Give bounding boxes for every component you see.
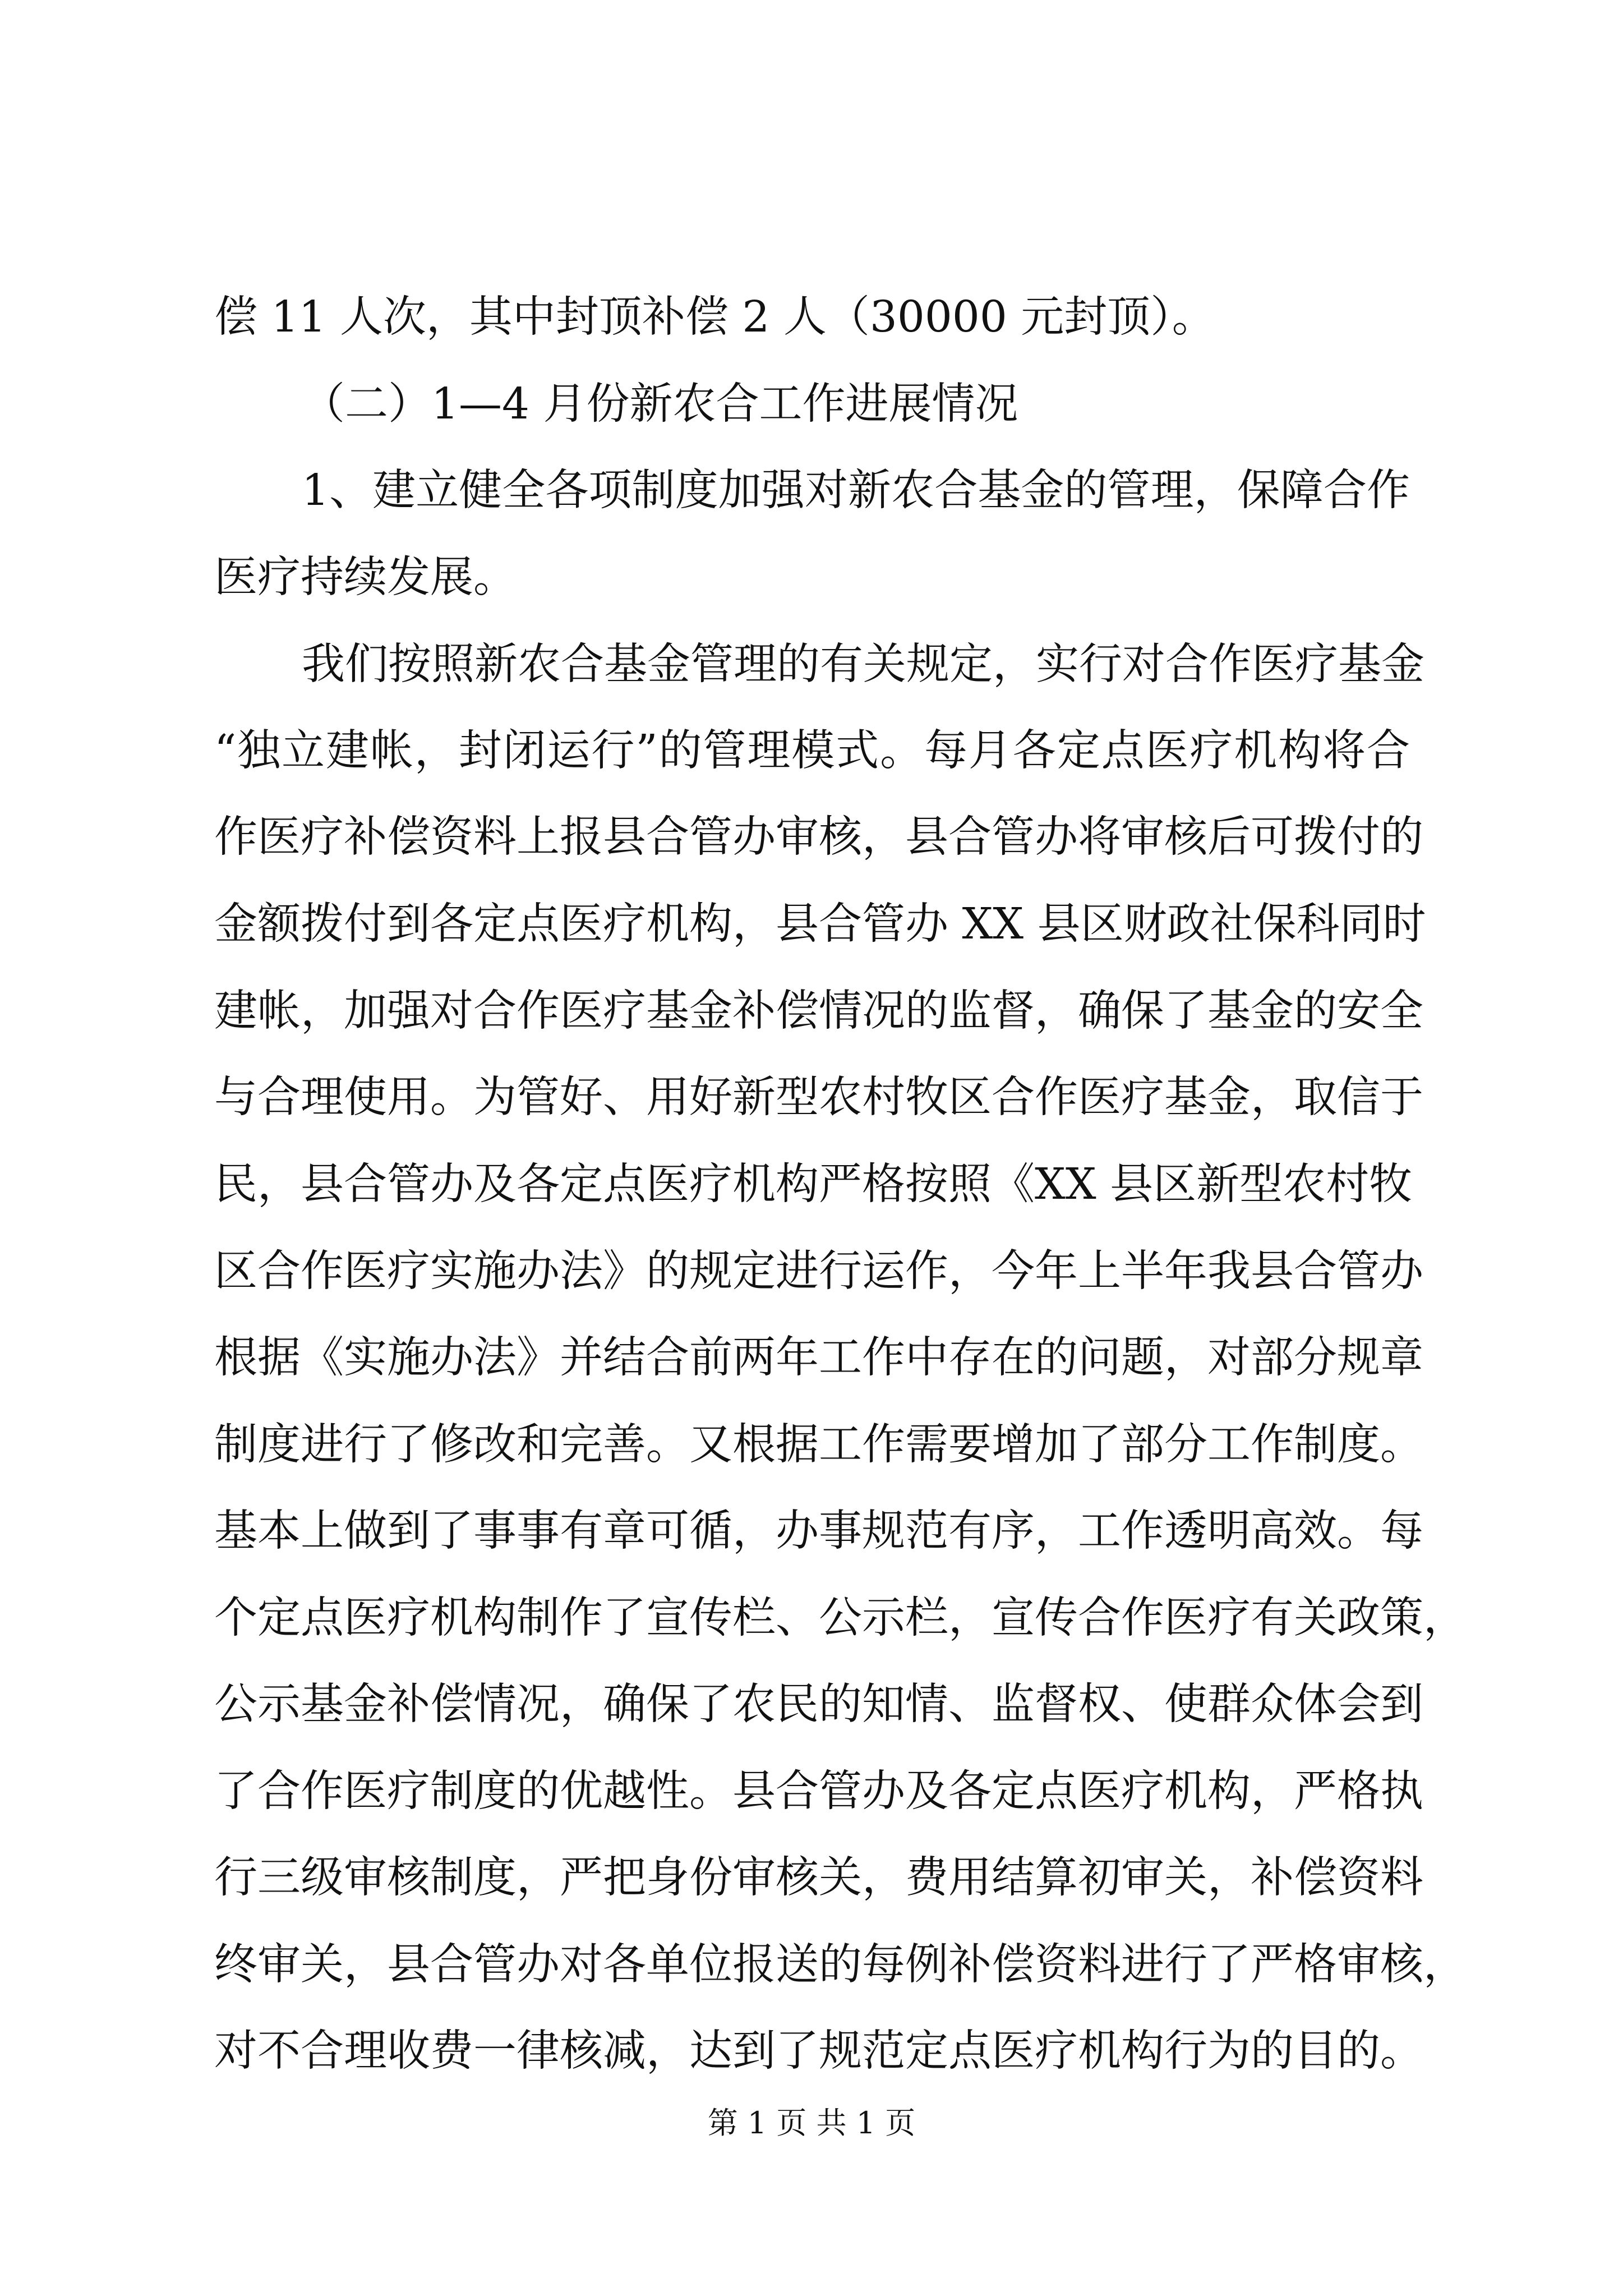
paragraph-line: 个定点医疗机构制作了宣传栏、公示栏，宣传合作医疗有关政策，	[214, 1593, 1467, 1643]
paragraph-line: 公示基金补偿情况，确保了农民的知情、监督权、使群众体会到	[214, 1680, 1423, 1729]
sub-heading: 1、建立健全各项制度加强对新农合基金的管理，保障合作	[302, 466, 1410, 516]
paragraph-line: 对不合理收费一律核减，达到了规范定点医疗机构行为的目的。	[214, 2026, 1423, 2076]
paragraph-line: 金额拨付到各定点医疗机构，县合管办 XX 县区财政社保科同时	[214, 899, 1426, 949]
paragraph-line: 了合作医疗制度的优越性。县合管办及各定点医疗机构，严格执	[214, 1766, 1423, 1816]
sub-heading-continuation: 医疗持续发展。	[214, 553, 517, 602]
paragraph-line: 我们按照新农合基金管理的有关规定，实行对合作医疗基金	[302, 639, 1424, 689]
paragraph-line: 与合理使用。为管好、用好新型农村牧区合作医疗基金，取信于	[214, 1073, 1423, 1122]
paragraph-line: 建帐，加强对合作医疗基金补偿情况的监督，确保了基金的安全	[214, 986, 1423, 1036]
text-line: 偿 11 人次，其中封顶补偿 2 人（30000 元封顶）。	[214, 292, 1215, 342]
section-heading: （二）1—4 月份新农合工作进展情况	[302, 379, 1018, 429]
paragraph-line: 基本上做到了事事有章可循，办事规范有序，工作透明高效。每	[214, 1506, 1423, 1556]
paragraph-line: 终审关，县合管办对各单位报送的每例补偿资料进行了严格审核，	[214, 1940, 1467, 1990]
paragraph-line: 根据《实施办法》并结合前两年工作中存在的问题，对部分规章	[214, 1333, 1423, 1383]
paragraph-line: “独立建帐，封闭运行”的管理模式。每月各定点医疗机构将合	[214, 726, 1410, 776]
paragraph-line: 制度进行了修改和完善。又根据工作需要增加了部分工作制度。	[214, 1420, 1423, 1470]
page-footer: 第 1 页 共 1 页	[707, 2105, 916, 2141]
paragraph-line: 作医疗补偿资料上报县合管办审核，县合管办将审核后可拨付的	[214, 812, 1423, 862]
paragraph-line: 行三级审核制度，严把身份审核关，费用结算初审关，补偿资料	[214, 1853, 1423, 1903]
paragraph-line: 民，县合管办及各定点医疗机构严格按照《XX 县区新型农村牧	[214, 1159, 1413, 1209]
paragraph-line: 区合作医疗实施办法》的规定进行运作，今年上半年我县合管办	[214, 1246, 1423, 1296]
